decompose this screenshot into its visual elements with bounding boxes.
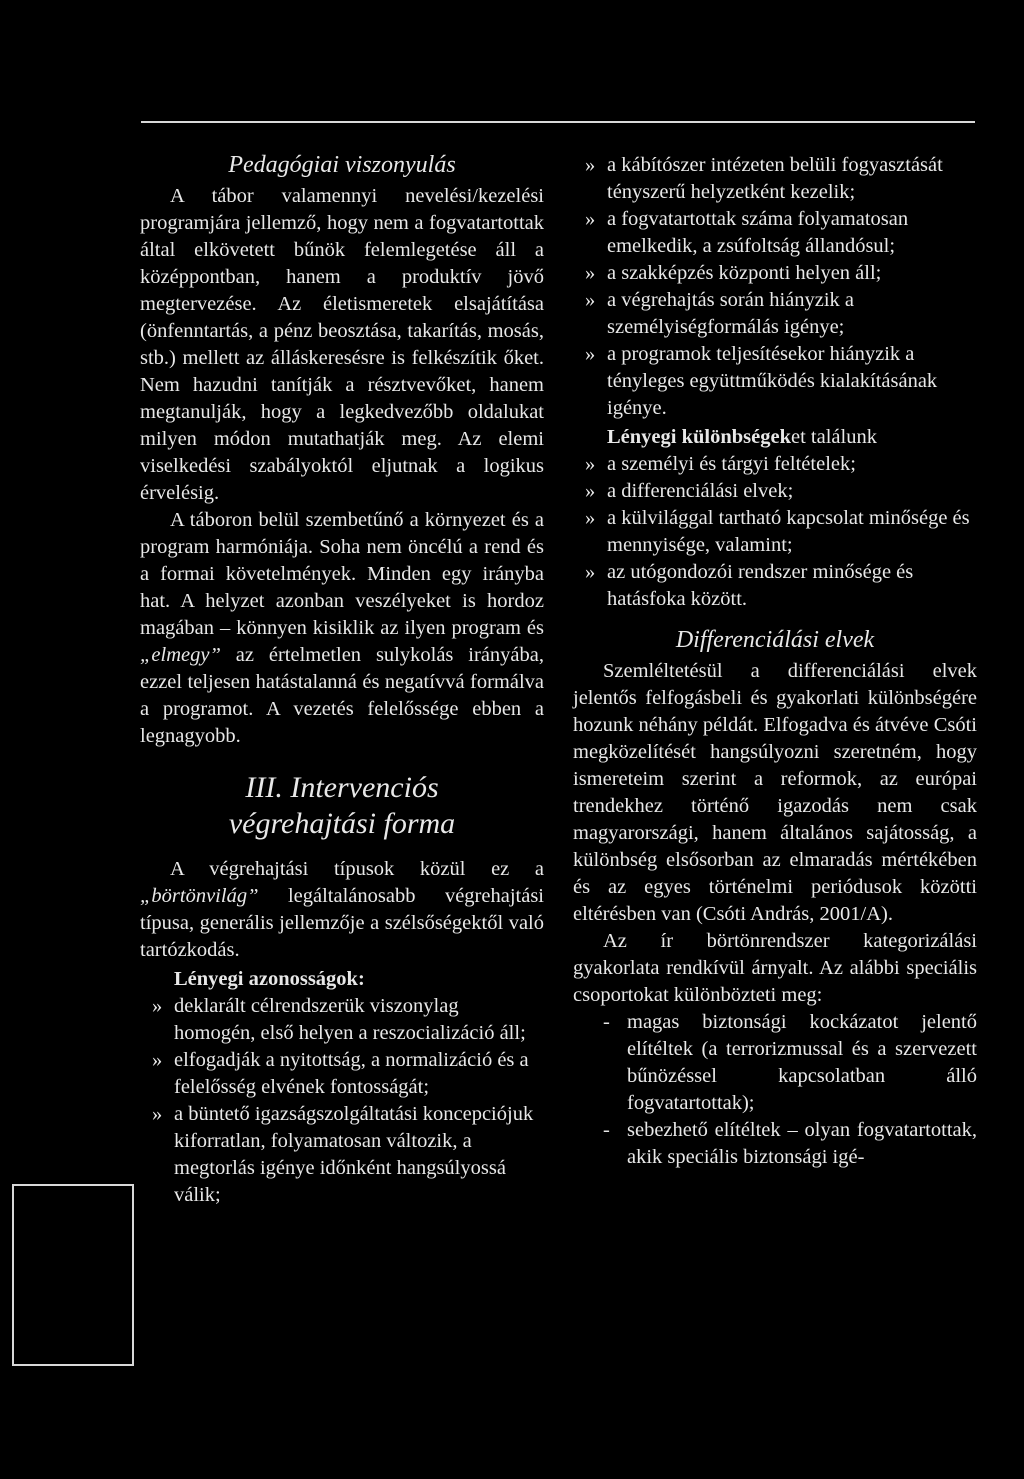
section-heading-intervention: III. Intervenciós végrehajtási forma [228, 771, 456, 840]
section-heading-pedagogy: Pedagógiai viszonyulás [228, 152, 456, 178]
list-item: » az utógondozói rendszer minősége és hatásfoka között. [585, 561, 914, 610]
paragraph: A táboron belül szembetűnő a környezet és a program harmóniája. Soha nem öncélú a rend és a formai követelmények. Minden egy irányba hat. A helyzet azonban veszélyeket is hordoz magában – könnyen kisiklik az ilyen program és „elmegy” az értelmetlen sulykolás irányába, ezzel teljesen hatástalanná és negatívvá formálva a programot. A vezetés felelőssége ebben a legnagyobb. [140, 509, 544, 747]
paragraph: A végrehajtási típusok közül ez a „börtönvilág” legáltalánosabb végrehajtási típusa, generális jellemzője a szélsőségektől való tartózkodás. [140, 858, 544, 961]
label-differences: Lényegi különbségeket találunk [607, 426, 877, 448]
list-item: » a külvilággal tartható kapcsolat minősége és mennyisége, valamint; [585, 507, 970, 556]
similarities-list [140, 993, 544, 1209]
label-similarities: Lényegi azonosságok: [174, 968, 365, 990]
list-item: - sebezhető elítéltek – olyan fogvatartottak, akik speciális biztonsági igé- [603, 1119, 977, 1168]
margin-box [12, 1184, 134, 1366]
top-rule [141, 121, 975, 123]
paragraph: A tábor valamennyi nevelési/kezelési programjára jellemző, hogy nem a fogvatartottak által elkövetett bűnök felemlegetése áll a középpontban, hanem a produktív jövő megtervezése. Az életismeretek elsajátítása (önfenntartás, a pénz beosztása, takarítás, mosás, stb.) mellett az álláskeresésre is felkészítik őket. Nem hazudni tanítják a résztvevőket, hanem megtanulják, hogy a legkedvezőbb oldalukat milyen módon mutathatják meg. Az elemi viselkedési szabályoktól eljutnak a logikus érvelésig. [140, 185, 544, 504]
list-item: » a fogvatartottak száma folyamatosan emelkedik, a zsúfoltság állandósul; [585, 208, 909, 257]
list-item: » a programok teljesítésekor hiányzik a tényleges együttműködés kialakításának igénye. [585, 343, 938, 419]
list-item: » a szakképzés központi helyen áll; [585, 262, 882, 284]
list-item: » a személyi és tárgyi feltételek; [585, 453, 856, 475]
groups-list [573, 1009, 977, 1171]
paragraph: Az ír börtönrendszer kategorizálási gyakorlata rendkívül árnyalt. Az alábbi speciális csoportokat különbözteti meg: [573, 930, 977, 1006]
list-item: » elfogadják a nyitottság, a normalizáció és a felelősség elvének fontosságát; [152, 1049, 529, 1098]
paragraph: Szemléltetésül a differenciálási elvek jelentős felfogásbeli és gyakorlati különbségére hozunk néhány példát. Elfogadva és átvéve Csóti megközelítését hangsúlyozni szeretném, hogy ismereteim szerint a reformok, az európai trendekhez történő igazodás nem csak magyarországi, hanem általános sajátosság, a különbség elsősorban az elmaradás mértékében és az egyes történelmi periódusok közötti eltérésben van (Csóti András, 2001/A). [573, 660, 977, 925]
list-item: » deklarált célrendszerük viszonylag homogén, első helyen a reszocializáció áll; [152, 995, 526, 1044]
list-item: » a kábítószer intézeten belüli fogyasztását tényszerű helyzetként kezelik; [585, 154, 943, 203]
list-item: » a büntető igazságszolgáltatási koncepciójuk kiforratlan, folyamatosan változik, a megtorlás igénye időnként hangsúlyossá válik; [152, 1103, 534, 1206]
right-column [573, 152, 977, 1171]
features-list [573, 152, 977, 422]
list-item: » a differenciálási elvek; [585, 480, 794, 502]
differences-list [573, 451, 977, 613]
left-column [140, 152, 544, 1209]
section-heading-differentiation: Differenciálási elvek [675, 627, 875, 653]
list-item: » a végrehajtás során hiányzik a személyiségformálás igénye; [585, 289, 855, 338]
list-item: - magas biztonsági kockázatot jelentő elítéltek (a terrorizmussal és a szervezett bűnözéssel kapcsolatban álló fogvatartottak); [603, 1011, 977, 1114]
